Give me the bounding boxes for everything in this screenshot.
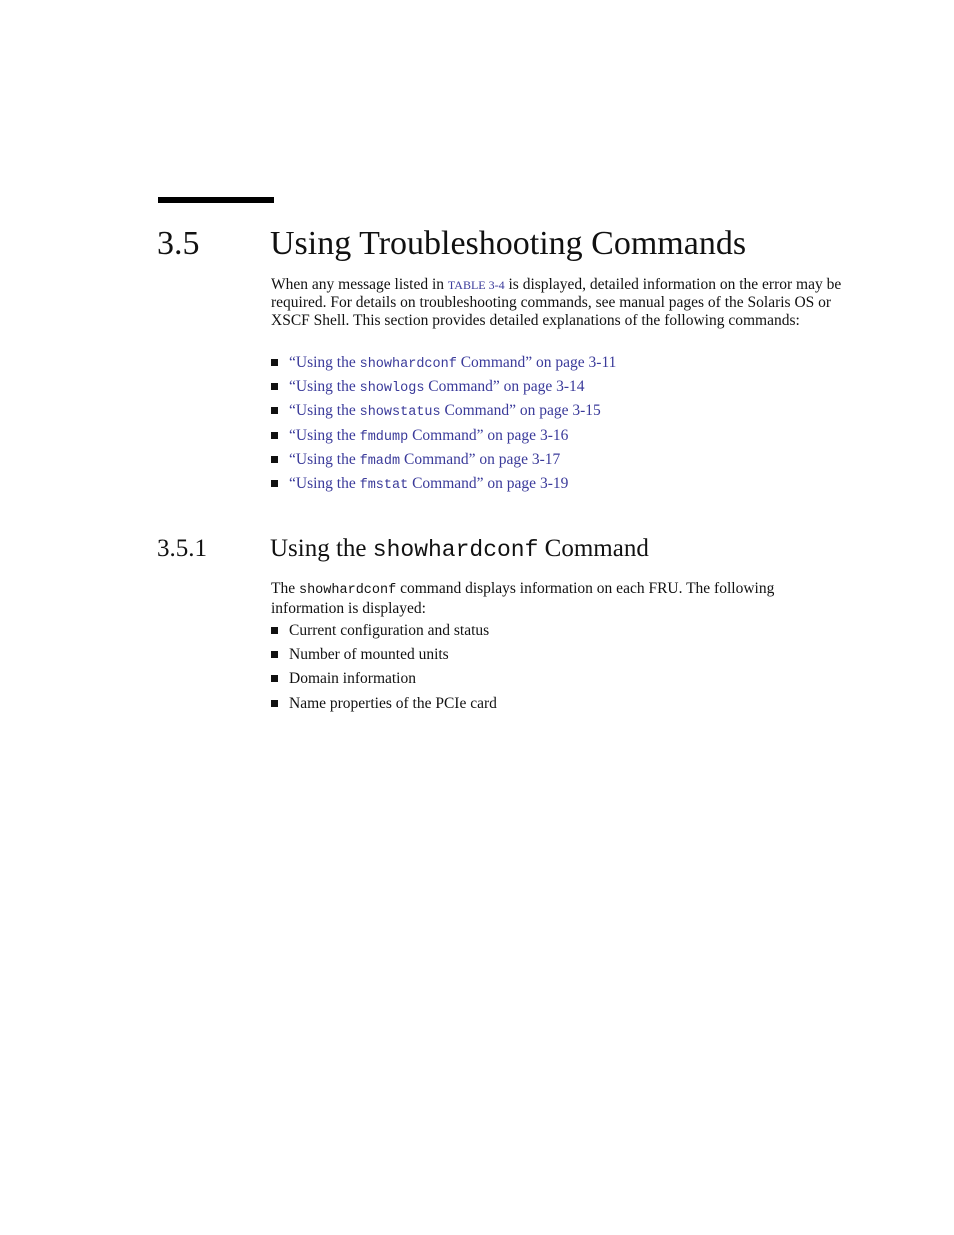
bullet-icon (271, 480, 278, 487)
bullet-icon (271, 432, 278, 439)
list-item: Current configuration and status (271, 622, 497, 646)
link-fmadm[interactable]: “Using the fmadm Command” on page 3-17 (289, 450, 561, 469)
subsection-title: Using the showhardconf Command (270, 535, 649, 563)
intro-text-start: When any message listed in (271, 276, 448, 293)
bullet-icon (271, 627, 278, 634)
list-item: Name properties of the PCIe card (271, 695, 497, 719)
list-item (271, 378, 616, 402)
list-item: Number of mounted units (271, 646, 497, 670)
bullet-icon (271, 675, 278, 682)
bullet-icon (271, 383, 278, 390)
intro-text-end: is displayed, detailed information on the error may be required. For details on troubleshooting commands, see manual pages of the Solaris OS or XSCF Shell. This section provides detailed explanations of the following commands: (271, 276, 842, 329)
intro-paragraph (271, 276, 851, 330)
bullet-icon (271, 700, 278, 707)
bullet-icon (271, 359, 278, 366)
subsection-number: 3.5.1 (157, 535, 207, 562)
bullet-icon (271, 407, 278, 414)
subsection-paragraph: The showhardconf command displays information on each FRU. The following information is displayed: (271, 580, 775, 617)
list-item (271, 354, 616, 378)
list-item (271, 475, 616, 499)
link-showhardconf[interactable]: “Using the showhardconf Command” on page 3-11 (289, 354, 617, 372)
bullet-icon (271, 651, 278, 658)
list-item (271, 451, 616, 475)
command-link-list (271, 354, 616, 499)
list-item (271, 427, 616, 451)
section-number: 3.5 (157, 225, 200, 262)
section-title: Using Troubleshooting Commands (270, 225, 747, 262)
link-fmdump[interactable]: “Using the fmdump Command” on page 3-16 (289, 426, 569, 445)
list-item: Domain information (271, 670, 497, 694)
list-item (271, 402, 616, 426)
table-reference-link[interactable]: TABLE 3-4 (447, 278, 505, 292)
link-showlogs[interactable]: “Using the showlogs Command” on page 3-14 (289, 378, 585, 397)
link-showstatus[interactable]: “Using the showstatus Command” on page 3-15 (289, 402, 601, 421)
info-list (271, 622, 497, 719)
section-rule (158, 197, 274, 203)
bullet-icon (271, 456, 278, 463)
link-fmstat[interactable]: “Using the fmstat Command” on page 3-19 (289, 474, 569, 493)
